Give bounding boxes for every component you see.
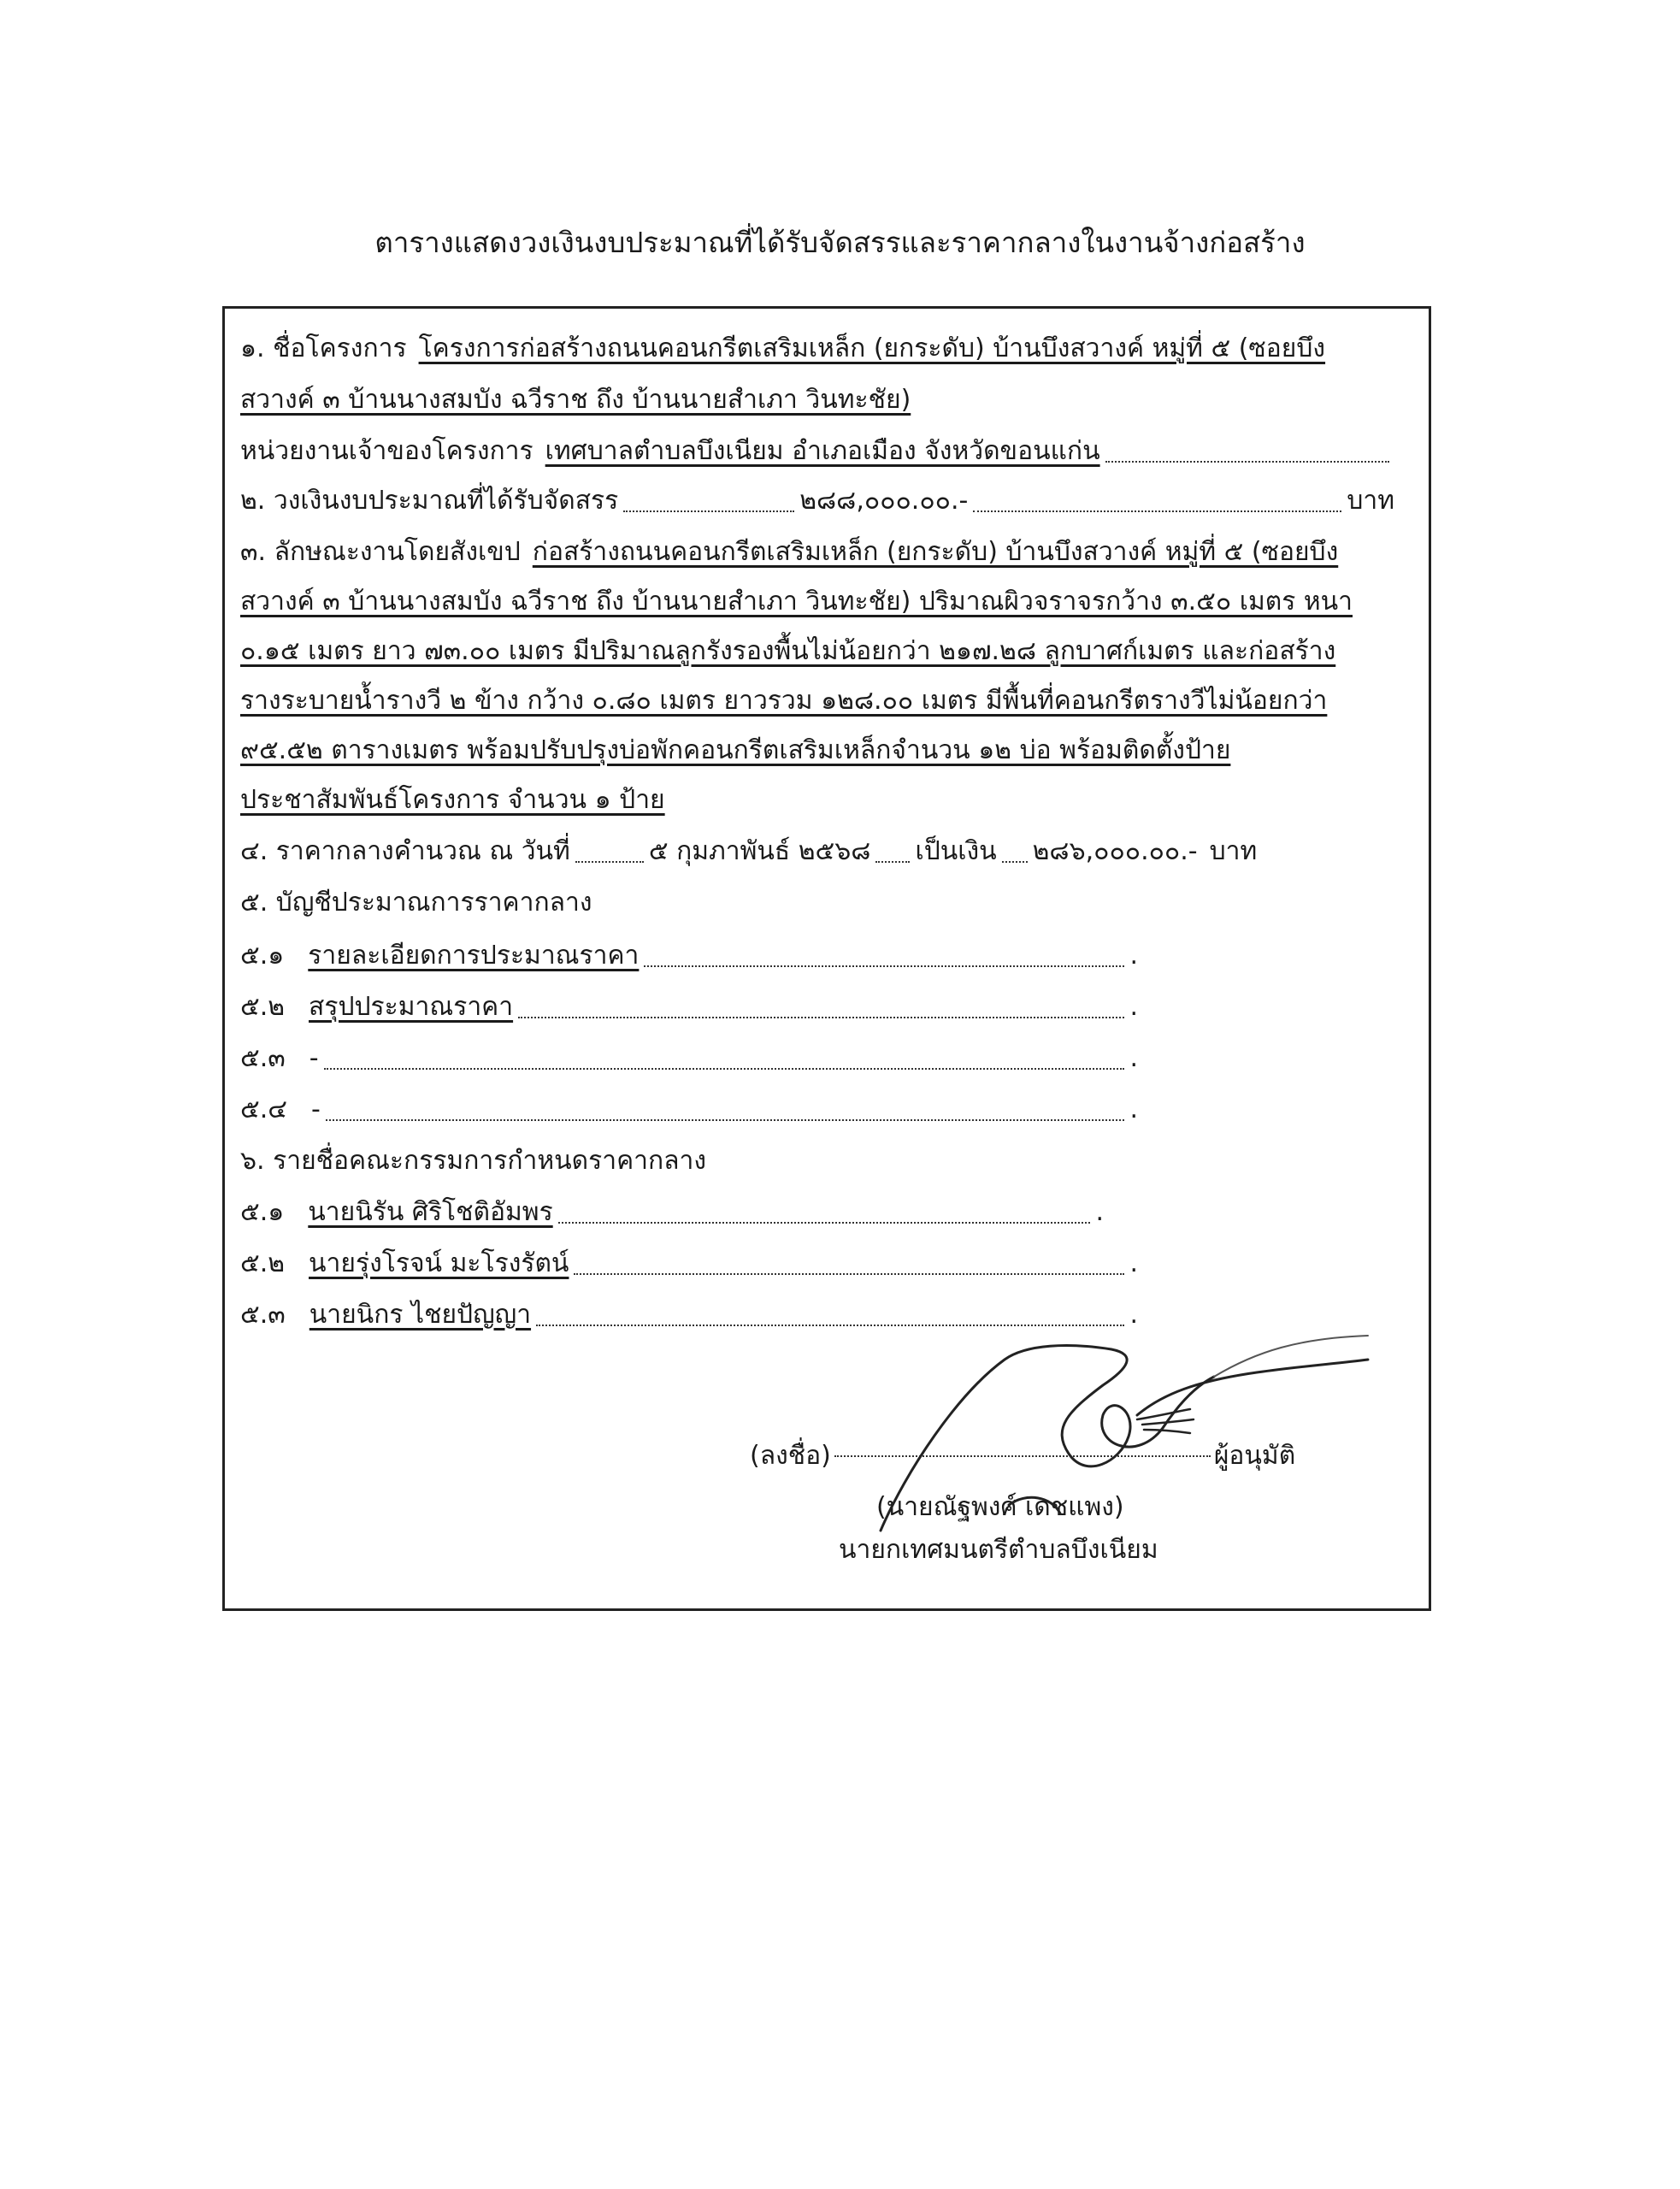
dotted-leader <box>536 1325 1124 1326</box>
dotted-leader <box>575 861 644 863</box>
item3-line2 <box>240 581 1394 623</box>
median-price: ๒๘๖,๐๐๐.๐๐.- <box>1032 836 1198 866</box>
committee-row-2: ๕.๒ นายรุ่งโรจน์ มะโรงรัตน์ . <box>240 1242 1138 1285</box>
item3-line6 <box>240 779 1394 822</box>
item3-line1 <box>240 531 1394 574</box>
item4-label: ๔. ราคากลางคำนวณ ณ วันที่ <box>240 836 570 866</box>
handwritten-signature <box>855 1334 1385 1539</box>
row-text: - <box>309 1043 319 1073</box>
dotted-leader <box>644 965 1124 967</box>
dotted-leader <box>1002 861 1028 863</box>
row-number: ๕.๓ <box>240 1043 286 1073</box>
dotted-leader <box>875 861 910 863</box>
item1-project-name-1: โครงการก่อสร้างถนนคอนกรีตเสริมเหล็ก (ยกระดับ) บ้านบึงสวางค์ หมู่ที่ ๕ (ซอยบึง <box>418 333 1326 363</box>
price-date: ๕ กุมภาพันธ์ ๒๕๖๘ <box>648 836 871 866</box>
item5-row-2: ๕.๒ สรุปประมาณราคา . <box>240 986 1138 1029</box>
dotted-leader <box>973 510 1341 512</box>
row-number: ๕.๒ <box>240 1248 286 1278</box>
committee-member-name: นายนิกร ไชยปัญญา <box>309 1300 532 1330</box>
item3-text-4: รางระบายน้ำรางวี ๒ ข้าง กว้าง ๐.๘๐ เมตร ยาวรวม ๑๒๘.๐๐ เมตร มีพื้นที่คอนกรีตรางวีไม่น้อยกว่า <box>240 686 1328 716</box>
item5-heading <box>240 882 1394 924</box>
dotted-leader <box>324 1068 1125 1070</box>
item1-line2 <box>240 379 1394 422</box>
agency-value: เทศบาลตำบลบึงเนียม อำเภอเมือง จังหวัดขอนแก่น <box>545 436 1100 466</box>
row-number: ๕.๓ <box>240 1300 286 1330</box>
item3-line5 <box>240 729 1394 772</box>
item3-text-2: สวางค์ ๓ บ้านนางสมบัง ฉวีราช ถึง บ้านนายสำเภา วินทะชัย) ปริมาณผิวจราจรกว้าง ๓.๕๐ เมตร หนา <box>240 587 1353 617</box>
sign-label: (ลงชื่อ) <box>750 1441 831 1471</box>
price-unit: บาท <box>1209 836 1258 866</box>
committee-row-3: ๕.๓ นายนิกร ไชยปัญญา . <box>240 1294 1138 1336</box>
item6-heading <box>240 1140 1394 1183</box>
item4-line <box>240 830 1394 873</box>
committee-row-1: ๕.๑ นายนิรัน ศิริโชติอัมพร . <box>240 1191 1104 1234</box>
signer-name: (นายณัฐพงศ์ เดชแพง) <box>876 1492 1124 1522</box>
row-number: ๕.๔ <box>240 1094 287 1124</box>
dotted-leader <box>518 1017 1124 1018</box>
item6-label: ๖. รายชื่อคณะกรรมการกำหนดราคากลาง <box>240 1146 707 1176</box>
approver-role: ผู้อนุมัติ <box>1213 1441 1296 1471</box>
item5-label: ๕. บัญชีประมาณการราคากลาง <box>240 888 592 917</box>
row-number: ๕.๒ <box>240 992 286 1022</box>
item3-label: ๓. ลักษณะงานโดยสังเขป <box>240 537 521 567</box>
item3-text-3: ๐.๑๕ เมตร ยาว ๗๓.๐๐ เมตร มีปริมาณลูกรังรองพื้นไม่น้อยกว่า ๒๑๗.๒๘ ลูกบาศก์เมตร และก่อสร้าง <box>240 636 1336 666</box>
item3-line4 <box>240 680 1394 723</box>
committee-member-name: นายนิรัน ศิริโชติอัมพร <box>308 1197 553 1227</box>
budget-amount: ๒๘๘,๐๐๐.๐๐.- <box>799 486 969 516</box>
item5-row-4: ๕.๔ - . <box>240 1089 1138 1131</box>
item2-label: ๒. วงเงินงบประมาณที่ได้รับจัดสรร <box>240 486 619 516</box>
item3-text-6: ประชาสัมพันธ์โครงการ จำนวน ๑ ป้าย <box>240 785 665 815</box>
dotted-leader <box>623 510 794 512</box>
item3-text-1: ก่อสร้างถนนคอนกรีตเสริมเหล็ก (ยกระดับ) บ้านบึงสวางค์ หมู่ที่ ๕ (ซอยบึง <box>532 537 1339 567</box>
item1-project-name-2: สวางค์ ๓ บ้านนางสมบัง ฉวีราช ถึง บ้านนายสำเภา วินทะชัย) <box>240 385 911 415</box>
amount-label: เป็นเงิน <box>915 836 997 866</box>
row-number: ๕.๑ <box>240 1197 285 1227</box>
committee-member-name: นายรุ่งโรจน์ มะโรงรัตน์ <box>309 1248 569 1278</box>
item3-line3 <box>240 630 1394 673</box>
item1-label: ๑. ชื่อโครงการ <box>240 333 407 363</box>
row-text: รายละเอียดการประมาณราคา <box>308 941 640 971</box>
item3-text-5: ๙๕.๕๒ ตารางเมตร พร้อมปรับปรุงบ่อพักคอนกรีตเสริมเหล็กจำนวน ๑๒ บ่อ พร้อมติดตั้งป้าย <box>240 735 1231 765</box>
budget-unit: บาท <box>1347 486 1394 516</box>
dotted-leader <box>1105 461 1389 463</box>
document-title: ตารางแสดงวงเงินงบประมาณที่ได้รับจัดสรรและราคากลางในงานจ้างก่อสร้าง <box>374 226 1306 259</box>
signer-position: นายกเทศมนตรีตำบลบึงเนียม <box>839 1535 1158 1565</box>
dotted-leader <box>574 1273 1124 1275</box>
row-text: สรุปประมาณราคา <box>309 992 514 1022</box>
dotted-leader <box>326 1119 1125 1121</box>
dotted-leader <box>558 1222 1091 1224</box>
item5-row-1: ๕.๑ รายละเอียดการประมาณราคา . <box>240 935 1138 977</box>
item2-line <box>240 480 1394 522</box>
agency-label: หน่วยงานเจ้าของโครงการ <box>240 436 533 466</box>
item5-row-3: ๕.๓ - . <box>240 1037 1138 1080</box>
row-number: ๕.๑ <box>240 941 285 971</box>
item1-line1 <box>240 327 1394 370</box>
item1-agency-line <box>240 430 1394 473</box>
row-text: - <box>310 1094 321 1124</box>
